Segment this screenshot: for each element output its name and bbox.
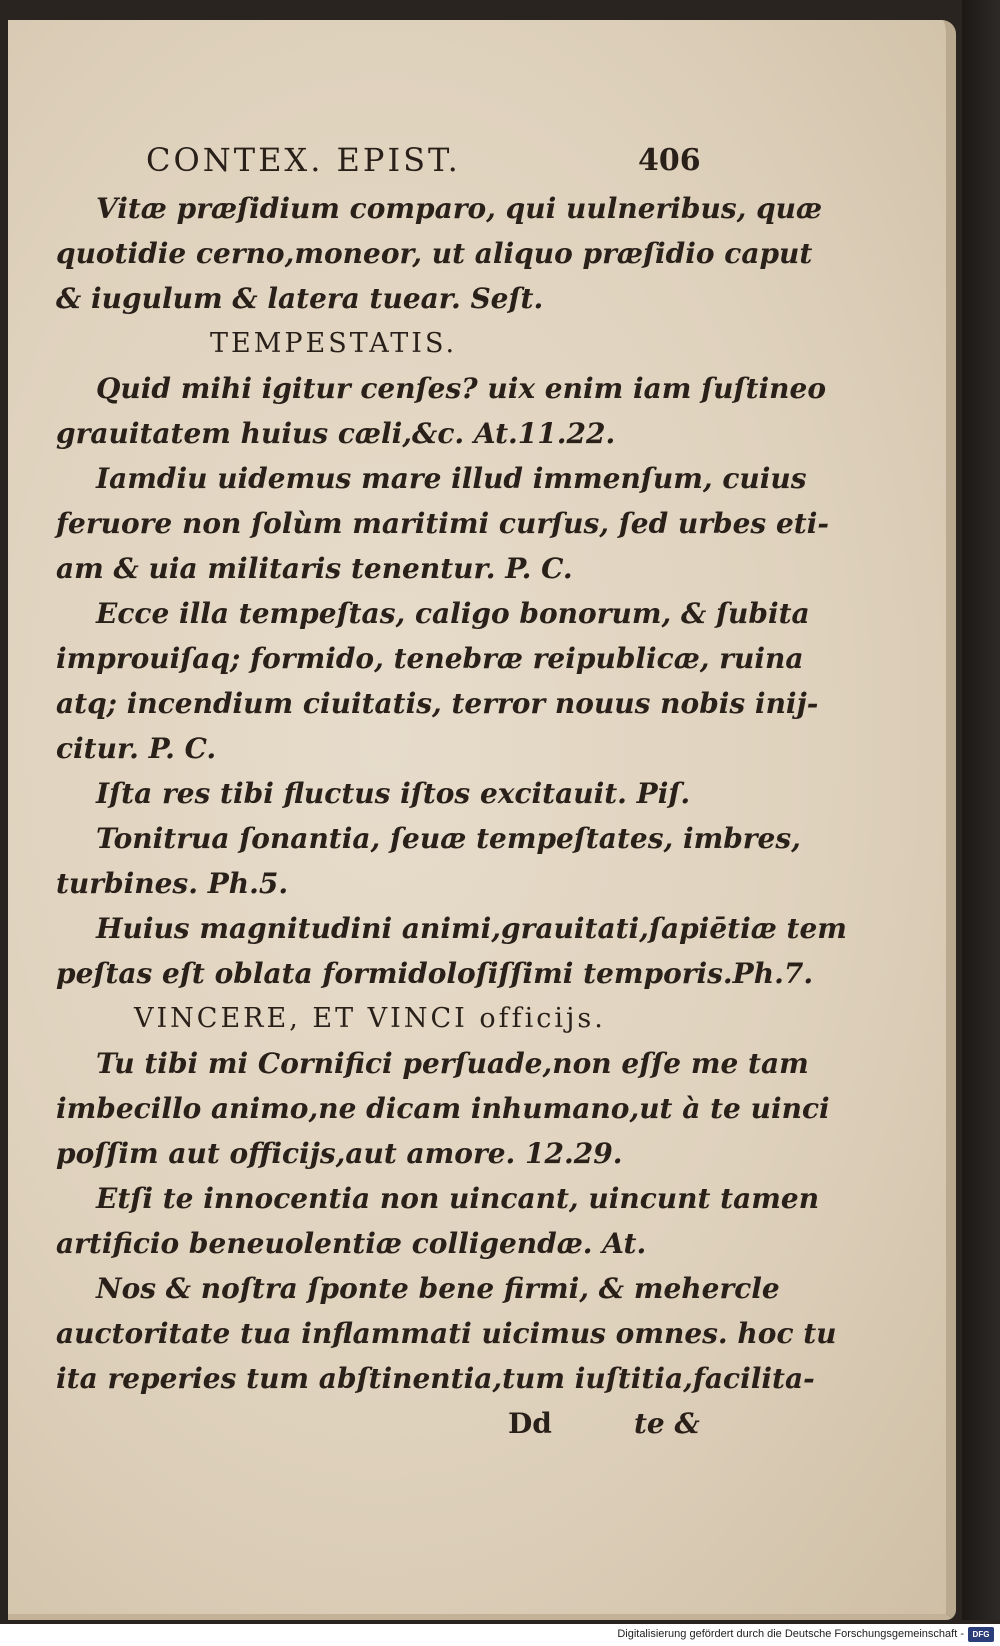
running-title: CONTEX. EPIST.: [146, 141, 461, 179]
text-line: & iugulum & latera tuear. Seſt.: [56, 282, 544, 315]
funding-credit: Digitalisierung gefördert durch die Deutsche Forschungsgemeinschaft -: [617, 1628, 964, 1640]
text-line: artificio beneuolentiæ colligendæ. At.: [56, 1227, 647, 1260]
text-line: Iſta res tibi fluctus iſtos excitauit. Piſ.: [96, 777, 691, 810]
text-line: atq; incendium ciuitatis, terror nouus nobis inij-: [56, 687, 819, 720]
text-line: Tonitrua ſonantia, ſeuæ tempeſtates, imbres,: [96, 822, 801, 855]
text-line: Huius magnitudini animi,grauitati,ſapiētiæ tem: [96, 912, 847, 945]
text-line: Quid mihi igitur cenſes? uix enim iam ſuſtineo: [96, 372, 826, 405]
page-number: 406: [638, 143, 701, 178]
text-line: imbecillo animo,ne dicam inhumano,ut à te uinci: [56, 1092, 830, 1125]
page-header: [56, 138, 736, 186]
text-line: Ecce illa tempeſtas, caligo bonorum, & ſubita: [96, 597, 810, 630]
text-line: ita reperies tum abſtinentia,tum iuſtitia,facilita-: [56, 1362, 815, 1395]
text-line: poſſim aut officijs,aut amore. 12.29.: [56, 1137, 623, 1170]
catchword: te &: [634, 1407, 700, 1440]
book-page: [8, 20, 956, 1620]
section-heading-vincere: VINCERE, ET VINCI officijs.: [134, 1003, 606, 1034]
signature-mark: Dd: [508, 1407, 552, 1440]
page-text: [56, 138, 847, 1446]
text-line: quotidie cerno,moneor, ut aliquo præſidio caput: [56, 237, 813, 270]
dfg-logo: DFG: [968, 1627, 994, 1642]
section-heading-tempestatis: TEMPESTATIS.: [210, 328, 458, 359]
text-line: Nos & noſtra ſponte bene firmi, & mehercle: [96, 1272, 780, 1305]
text-line: Tu tibi mi Cornifici perſuade,non eſſe me tam: [96, 1047, 809, 1080]
text-line: Etſi te innocentia non uincant, uincunt tamen: [96, 1182, 820, 1215]
text-line: feruore non ſolùm maritimi curſus, ſed urbes eti-: [56, 507, 829, 540]
scanner-edge: [962, 0, 1000, 1620]
digitization-footer: [0, 1624, 1000, 1646]
text-line: grauitatem huius cæli,&c. At.11.22.: [56, 417, 616, 450]
text-line: Vitæ præſidium comparo, qui uulneribus, quæ: [96, 192, 823, 225]
text-line: improuiſaq; formido, tenebræ reipublicæ, ruina: [56, 642, 804, 675]
catchline: [56, 1401, 736, 1446]
text-line: auctoritate tua inflammati uicimus omnes. hoc tu: [56, 1317, 837, 1350]
text-line: am & uia militaris tenentur. P. C.: [56, 552, 573, 585]
text-line: Iamdiu uidemus mare illud immenſum, cuius: [96, 462, 807, 495]
text-line: citur. P. C.: [56, 732, 217, 765]
text-line: turbines. Ph.5.: [56, 867, 289, 900]
text-line: peſtas eſt oblata formidoloſiſſimi temporis.Ph.7.: [56, 957, 814, 990]
